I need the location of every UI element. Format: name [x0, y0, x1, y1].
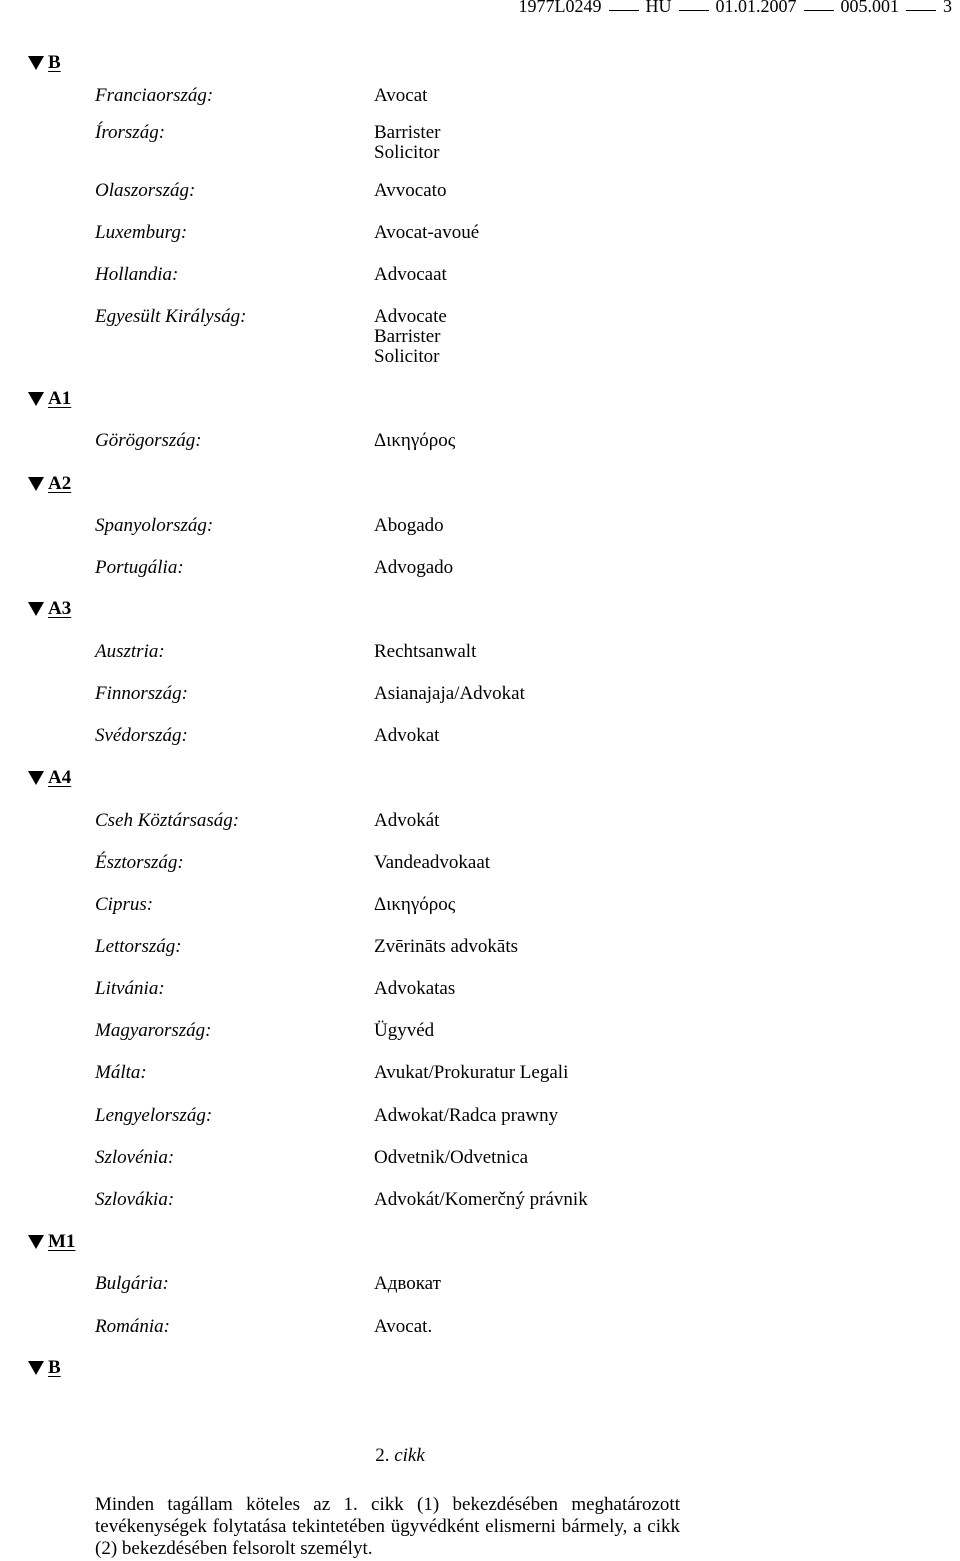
- professional-title: Asianajaja/Advokat: [374, 683, 525, 704]
- professional-title: Advocaat: [374, 264, 447, 285]
- doc-id: 1977L0249: [518, 0, 602, 16]
- marker-code: B: [48, 52, 61, 73]
- professional-title: Avukat/Prokuratur Legali: [374, 1062, 569, 1083]
- professional-titles: [374, 853, 490, 873]
- professional-titles: [374, 431, 455, 451]
- marker-code: A4: [48, 767, 72, 788]
- professional-title: Adwokat/Radca prawny: [374, 1105, 559, 1126]
- country-name: Spanyolország:: [95, 515, 214, 536]
- country-name: Románia:: [95, 1316, 170, 1337]
- professional-title: Zvērināts advokāts: [374, 936, 519, 957]
- country-name: Franciaország:: [95, 85, 214, 106]
- professional-title: Advogado: [374, 557, 454, 578]
- country-name: Magyarország:: [95, 1020, 212, 1041]
- triangle-down-icon: [28, 1361, 44, 1375]
- marker-code: A1: [48, 388, 72, 409]
- professional-title: Advokát/Komerčný právnik: [374, 1189, 588, 1210]
- doc-lang: HU: [645, 0, 672, 16]
- amendment-marker: [28, 473, 71, 495]
- amendment-marker: [28, 1231, 75, 1253]
- country-name: Ciprus:: [95, 894, 154, 915]
- professional-title: Avocat: [374, 85, 428, 106]
- professional-title: Abogado: [374, 515, 444, 536]
- professional-title: Odvetnik/Odvetnica: [374, 1147, 529, 1168]
- marker-code: A2: [48, 473, 72, 494]
- professional-title: Solicitor: [374, 346, 440, 367]
- amendment-marker: [28, 767, 71, 789]
- professional-titles: [374, 684, 525, 704]
- professional-title: Advokát: [374, 810, 440, 831]
- header-separator: [804, 0, 834, 11]
- doc-version: 005.001: [840, 0, 899, 16]
- professional-titles: [374, 307, 447, 367]
- professional-titles: [374, 1021, 434, 1041]
- professional-title: Avocat.: [374, 1316, 433, 1337]
- professional-titles: [374, 181, 446, 201]
- professional-title: Avocat-avoué: [374, 222, 480, 243]
- country-name: Portugália:: [95, 557, 184, 578]
- professional-titles: [374, 265, 447, 285]
- triangle-down-icon: [28, 392, 44, 406]
- country-name: Málta:: [95, 1062, 147, 1083]
- triangle-down-icon: [28, 477, 44, 491]
- country-name: Svédország:: [95, 725, 188, 746]
- article-number: 2.: [375, 1445, 390, 1466]
- professional-titles: [374, 811, 439, 831]
- professional-titles: [374, 895, 455, 915]
- country-name: Írország:: [95, 122, 166, 143]
- professional-titles: [374, 642, 476, 662]
- country-name: Litvánia:: [95, 978, 165, 999]
- marker-code: B: [48, 1357, 61, 1378]
- professional-title: Barrister: [374, 122, 441, 143]
- country-name: Lettország:: [95, 936, 182, 957]
- country-name: Olaszország:: [95, 180, 196, 201]
- country-name: Szlovénia:: [95, 1147, 175, 1168]
- professional-title: Advocate: [374, 306, 447, 327]
- triangle-down-icon: [28, 602, 44, 616]
- professional-title: Rechtsanwalt: [374, 641, 477, 662]
- professional-title: Адвокат: [374, 1273, 441, 1294]
- country-name: Szlovákia:: [95, 1189, 175, 1210]
- triangle-down-icon: [28, 1235, 44, 1249]
- country-name: Luxemburg:: [95, 222, 188, 243]
- country-name: Észtország:: [95, 852, 184, 873]
- header-separator: [906, 0, 936, 11]
- marker-code: A3: [48, 598, 72, 619]
- professional-title: Advokatas: [374, 978, 456, 999]
- country-name: Cseh Köztársaság:: [95, 810, 240, 831]
- professional-title: Δικηγόρος: [374, 430, 456, 451]
- professional-title: Δικηγόρος: [374, 894, 456, 915]
- page-header: [519, 0, 953, 17]
- amendment-marker: [28, 388, 71, 410]
- country-name: Görögország:: [95, 430, 202, 451]
- amendment-marker: [28, 1357, 61, 1379]
- professional-titles: [374, 1063, 568, 1083]
- professional-title: Advokat: [374, 725, 440, 746]
- article-word: cikk: [394, 1445, 425, 1466]
- triangle-down-icon: [28, 56, 44, 70]
- article-heading: [0, 1445, 800, 1467]
- professional-titles: [374, 1106, 558, 1126]
- article-paragraph: Minden tagállam köteles az 1. cikk (1) bekezdésében meghatározott tevékenységek folytatása tekintetében ügyvédként elismerni bármely, a cikk (2) bekezdésében felsorolt személyt.: [95, 1494, 680, 1559]
- doc-date: 01.01.2007: [715, 0, 797, 16]
- professional-title: Vandeadvokaat: [374, 852, 491, 873]
- marker-code: M1: [48, 1231, 76, 1252]
- country-name: Hollandia:: [95, 264, 179, 285]
- professional-titles: [374, 86, 427, 106]
- professional-titles: [374, 558, 453, 578]
- amendment-marker: [28, 52, 61, 74]
- country-name: Ausztria:: [95, 641, 165, 662]
- header-separator: [679, 0, 709, 11]
- professional-titles: [374, 1190, 588, 1210]
- country-name: Lengyelország:: [95, 1105, 213, 1126]
- country-name: Finnország:: [95, 683, 188, 704]
- professional-titles: [374, 726, 439, 746]
- professional-titles: [374, 123, 440, 163]
- country-name: Egyesült Királyság:: [95, 306, 247, 327]
- professional-title: Barrister: [374, 326, 441, 347]
- country-name: Bulgária:: [95, 1273, 169, 1294]
- amendment-marker: [28, 598, 71, 620]
- page-number: 3: [943, 0, 952, 16]
- professional-titles: [374, 223, 479, 243]
- header-separator: [609, 0, 639, 11]
- triangle-down-icon: [28, 771, 44, 785]
- professional-titles: [374, 1148, 528, 1168]
- professional-title: Ügyvéd: [374, 1020, 435, 1041]
- professional-title: Avvocato: [374, 180, 447, 201]
- professional-title: Solicitor: [374, 142, 440, 163]
- professional-titles: [374, 979, 455, 999]
- professional-titles: [374, 937, 518, 957]
- professional-titles: [374, 516, 444, 536]
- professional-titles: [374, 1317, 432, 1337]
- professional-titles: [374, 1274, 441, 1294]
